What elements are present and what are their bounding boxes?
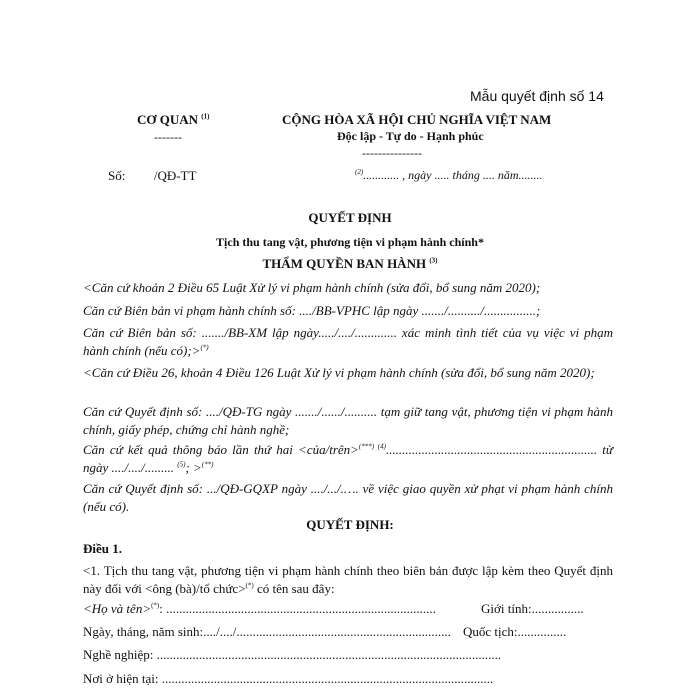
name-dots: : ................................................................................... <box>159 601 436 616</box>
basis-3-footnote: (*) <box>200 343 209 352</box>
nation-title: CỘNG HÒA XÃ HỘI CHỦ NGHĨA VIỆT NAM <box>282 112 552 127</box>
basis-6-footnote-a: (***) (4) <box>358 442 386 451</box>
decision-subtitle: Tịch thu tang vật, phương tiện vi phạm hành chính* <box>216 235 484 249</box>
basis-paragraph-2: Căn cứ Biên bản vi phạm hành chính số: ..../BB-VPHC lập ngày ......./........../................; <box>83 303 541 318</box>
article-1-clause-1 <box>83 562 613 598</box>
authority-footnote: (3) <box>429 256 438 265</box>
article-1-heading: Điều 1. <box>83 541 122 556</box>
date-footnote: (2) <box>355 168 364 176</box>
basis-paragraph-6 <box>83 441 613 477</box>
nation-motto: Độc lập - Tự do - Hạnh phúc <box>337 129 484 143</box>
document-number <box>108 168 196 184</box>
agency-footnote: (1) <box>201 112 210 121</box>
field-gender: Giới tính:................ <box>481 601 584 616</box>
basis-6-text-a: Căn cứ kết quả thông báo lần thứ hai <của/trên> <box>83 442 359 457</box>
basis-6-text-b: ................................................................. từ ngày ..../..../......... <box>83 442 614 475</box>
decision-title: QUYẾT ĐỊNH <box>308 210 392 225</box>
agency-name: CƠ QUAN <box>137 112 199 127</box>
field-occupation: Nghề nghiệp: .......................................................................................................... <box>83 647 502 662</box>
clause-1-footnote: (*) <box>245 581 254 590</box>
clause-1-text-end: có tên sau đây: <box>253 581 335 596</box>
issuing-authority <box>0 256 700 272</box>
basis-paragraph-4: <Căn cứ Điều 26, khoản 4 Điều 126 Luật Xử lý vi phạm hành chính (sửa đổi, bổ sung năm 2020); <box>83 365 595 380</box>
basis-paragraph-3 <box>83 324 613 360</box>
number-suffix: /QĐ-TT <box>153 168 197 183</box>
field-current-residence: Nơi ở hiện tại: ...................................................................................................... <box>83 671 494 686</box>
basis-6-text-c: ; > <box>185 460 202 475</box>
field-nationality: Quốc tịch:............... <box>463 624 567 639</box>
number-label: Số: <box>108 168 126 183</box>
agency-divider: ------- <box>154 130 182 144</box>
motto-divider: --------------- <box>362 146 422 160</box>
basis-6-footnote-c: (**) <box>201 460 214 469</box>
date-line <box>355 168 543 183</box>
decision-heading: QUYẾT ĐỊNH: <box>306 517 394 532</box>
field-full-name <box>83 601 436 617</box>
clause-1-text: <1. Tịch thu tang vật, phương tiện vi phạm hành chính theo biên bản được lập kèm theo Quyết định này đối với <ông (bà)/tổ chức> <box>83 563 613 596</box>
basis-paragraph-1: <Căn cứ khoản 2 Điều 65 Luật Xử lý vi phạm hành chính (sửa đổi, bổ sung năm 2020); <box>83 280 541 295</box>
form-number-label: Mẫu quyết định số 14 <box>470 88 604 104</box>
basis-paragraph-5: Căn cứ Quyết định số: ..../QĐ-TG ngày ......./....../.......... tạm giữ tang vật, phương tiện vi phạm hành chính, giấy phép, chứng chỉ hành nghề; <box>83 404 613 437</box>
basis-3-text: Căn cứ Biên bản số: ......./BB-XM lập ngày...../..../............. xác minh tình tiết của vụ việc vi phạm hành chính (nếu có);> <box>83 325 613 358</box>
basis-6-footnote-b: (5) <box>177 460 186 469</box>
field-date-of-birth: Ngày, tháng, năm sinh:..../..../.................................................................. <box>83 624 451 639</box>
authority-text: THẨM QUYỀN BAN HÀNH <box>262 256 427 271</box>
name-label: <Họ và tên> <box>83 601 152 616</box>
date-text: ............ , ngày ..... tháng .... năm........ <box>363 168 543 182</box>
basis-paragraph-7: Căn cứ Quyết định số: .../QĐ-GQXP ngày ..../.../.…. về việc giao quyền xử phạt vi phạm hành chính (nếu có). <box>83 481 613 514</box>
name-footnote: (*) <box>151 601 160 610</box>
agency-label <box>137 112 209 128</box>
